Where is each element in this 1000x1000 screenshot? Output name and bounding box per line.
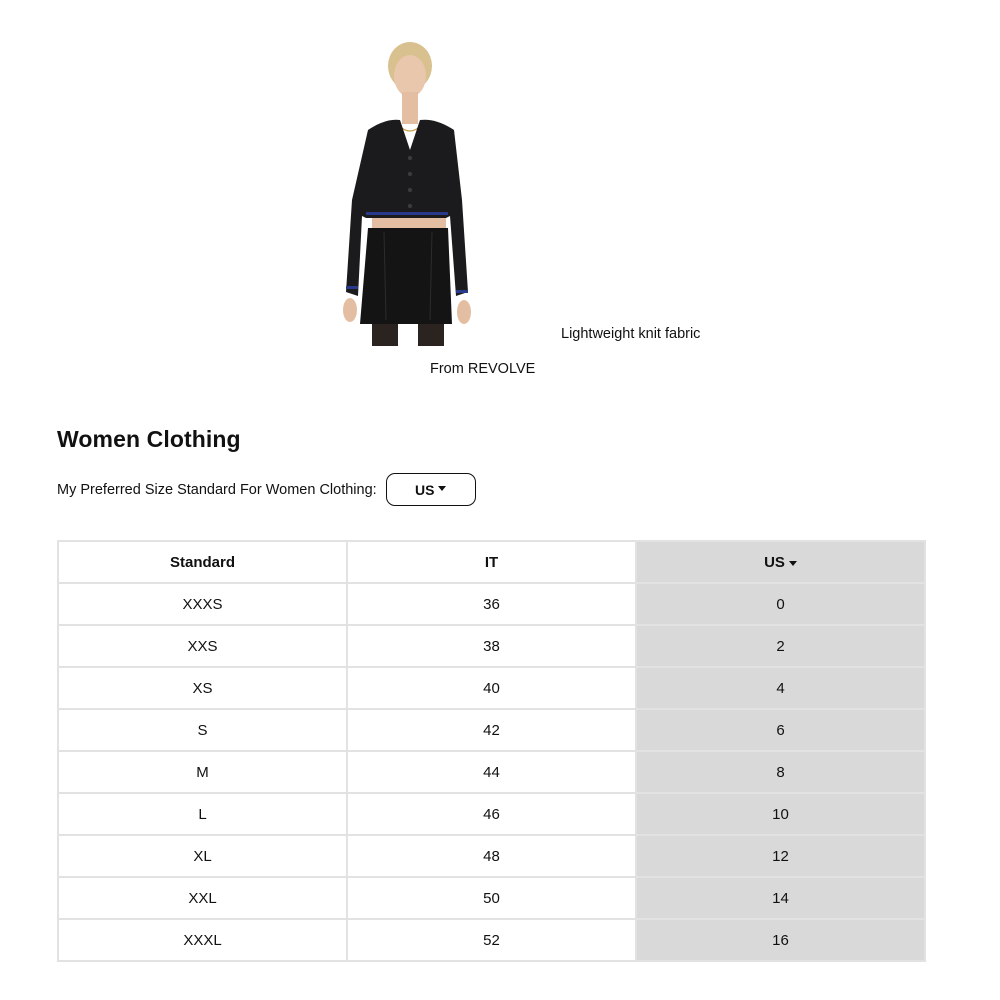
cell-us: 2 (636, 625, 925, 667)
cell-us: 4 (636, 667, 925, 709)
preferred-size-label: My Preferred Size Standard For Women Clothing: (57, 481, 377, 498)
table-row (58, 751, 925, 793)
cell-us: 16 (636, 919, 925, 961)
cell-it: 38 (347, 625, 636, 667)
cell-us: 14 (636, 877, 925, 919)
cell-standard: L (58, 793, 347, 835)
cell-standard: XXXL (58, 919, 347, 961)
column-header-standard: Standard (58, 541, 347, 583)
cell-standard: XXL (58, 877, 347, 919)
cell-it: 40 (347, 667, 636, 709)
cell-it: 50 (347, 877, 636, 919)
preferred-size-value: US (414, 481, 435, 498)
cell-us: 10 (636, 793, 925, 835)
column-header-us-label: US (764, 553, 785, 571)
cell-us: 0 (636, 583, 925, 625)
cell-it: 42 (347, 709, 636, 751)
cell-standard: S (58, 709, 347, 751)
preferred-size-row (57, 473, 476, 506)
column-header-it: IT (347, 541, 636, 583)
table-row (58, 877, 925, 919)
table-header-row (58, 541, 925, 583)
table-row (58, 583, 925, 625)
cell-it: 52 (347, 919, 636, 961)
table-row (58, 667, 925, 709)
cell-standard: XS (58, 667, 347, 709)
cell-standard: XL (58, 835, 347, 877)
cell-us: 8 (636, 751, 925, 793)
preferred-size-dropdown[interactable] (386, 473, 476, 506)
cell-standard: XXXS (58, 583, 347, 625)
cell-us: 12 (636, 835, 925, 877)
size-conversion-table (57, 540, 926, 962)
product-source-note: From REVOLVE (430, 361, 536, 377)
cell-it: 44 (347, 751, 636, 793)
caret-down-icon (789, 561, 797, 566)
table-row (58, 793, 925, 835)
cell-it: 46 (347, 793, 636, 835)
cell-standard: M (58, 751, 347, 793)
table-row (58, 835, 925, 877)
product-image (336, 40, 480, 346)
table-row (58, 709, 925, 751)
table-row (58, 919, 925, 961)
table-row (58, 625, 925, 667)
cell-us: 6 (636, 709, 925, 751)
cell-standard: XXS (58, 625, 347, 667)
column-header-us-dropdown[interactable] (636, 541, 925, 583)
cell-it: 36 (347, 583, 636, 625)
section-title: Women Clothing (57, 426, 241, 452)
product-fabric-note: Lightweight knit fabric (561, 326, 701, 342)
caret-down-icon (438, 486, 446, 491)
cell-it: 48 (347, 835, 636, 877)
